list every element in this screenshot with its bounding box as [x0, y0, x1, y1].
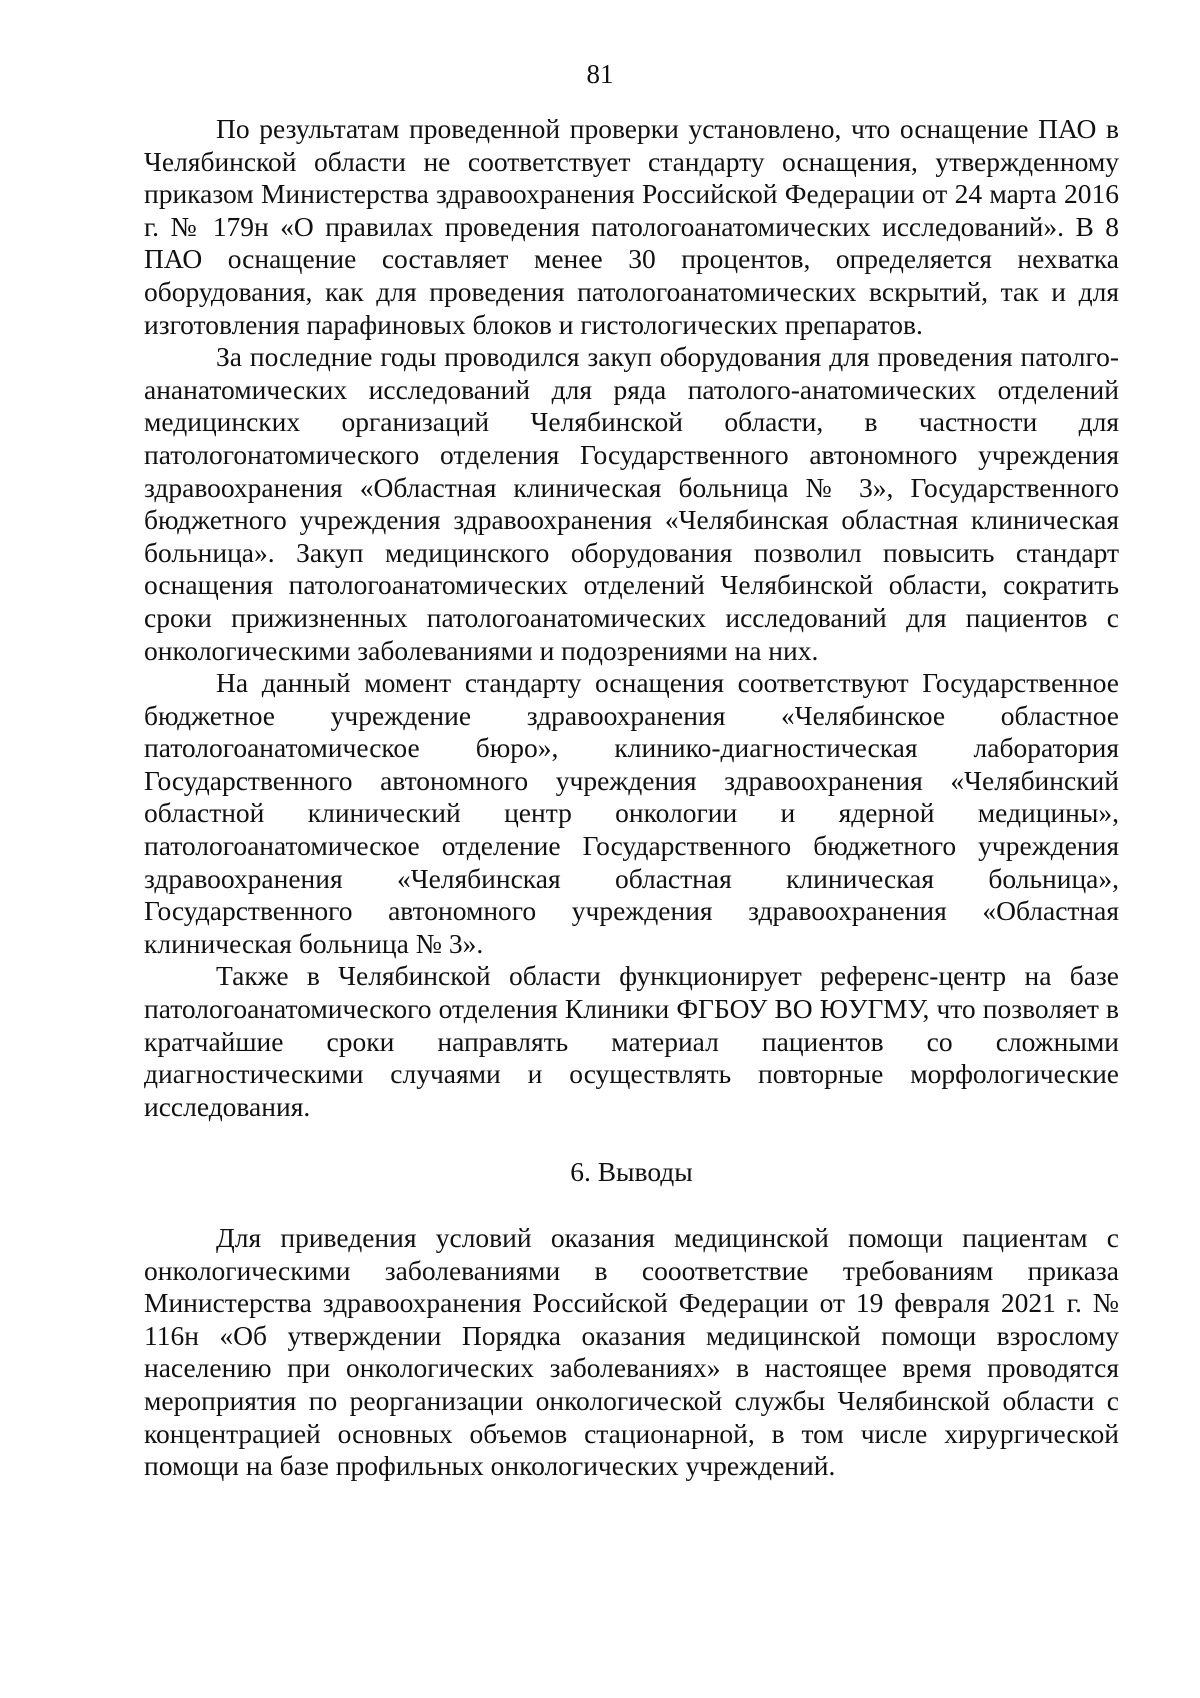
- paragraph-reference-center: Также в Челябинской области функционирует референс-центр на базе патологоанатомического отделения Клиники ФГБОУ ВО ЮУГМУ, что позволяет в кратчайшие сроки направлять материал пациентов со сложными диагностическими случаями и осуществлять повторные морфологические исследования.: [144, 960, 1119, 1122]
- paragraph-conclusion: Для приведения условий оказания медицинской помощи пациентам с онкологическими заболеваниями в сооответствие требованиям приказа Министерства здравоохранения Российской Федерации от 19 февраля 2021 г. № 116н «Об утверждении Порядка оказания медицинской помощи взрослому населению при онкологических заболеваниях» в настоящее время проводятся мероприятия по реорганизации онкологической службы Челябинской области с концентрацией основных объемов стационарной, в том числе хирургической помощи на базе профильных онкологических учреждений.: [144, 1222, 1119, 1482]
- paragraph-compliant-institutions: На данный момент стандарту оснащения соответствуют Государственное бюджетное учреждение здравоохранения «Челябинское областное патологоанатомическое бюро», клинико-диагностическая лаборатория Государственного автономного учреждения здравоохранения «Челябинский областной клинический центр онкологии и ядерной медицины», патологоанатомическое отделение Государственного бюджетного учреждения здравоохранения «Челябинская областная клиническая больница», Государственного автономного учреждения здравоохранения «Областная клиническая больница № 3».: [144, 667, 1119, 959]
- page-number: 81: [586, 59, 614, 89]
- paragraph-equipment-check: По результатам проведенной проверки установлено, что оснащение ПАО в Челябинской области не соответствует стандарту оснащения, утвержденному приказом Министерства здравоохранения Российской Федерации от 24 марта 2016 г. № 179н «О правилах проведения патологоанатомических исследований». В 8 ПАО оснащение составляет менее 30 процентов, определяется нехватка оборудования, как для проведения патологоанатомических вскрытий, так и для изготовления парафиновых блоков и гистологических препаратов.: [144, 113, 1119, 340]
- paragraph-equipment-purchase: За последние годы проводился закуп оборудования для проведения патолго-ананатомических исследований для ряда патолого-анатомических отделений медицинских организаций Челябинской области, в частности для патологонатомического отделения Государственного автономного учреждения здравоохранения «Областная клиническая больница № 3», Государственного бюджетного учреждения здравоохранения «Челябинская областная клиническая больница». Закуп медицинского оборудования позволил повысить стандарт оснащения патологоанатомических отделений Челябинской области, сократить сроки прижизненных патологоанатомических исследований для пациентов с онкологическими заболеваниями и подозрениями на них.: [144, 341, 1119, 666]
- section-heading-conclusions: 6. Выводы: [570, 1156, 693, 1188]
- document-body: [144, 113, 1119, 1483]
